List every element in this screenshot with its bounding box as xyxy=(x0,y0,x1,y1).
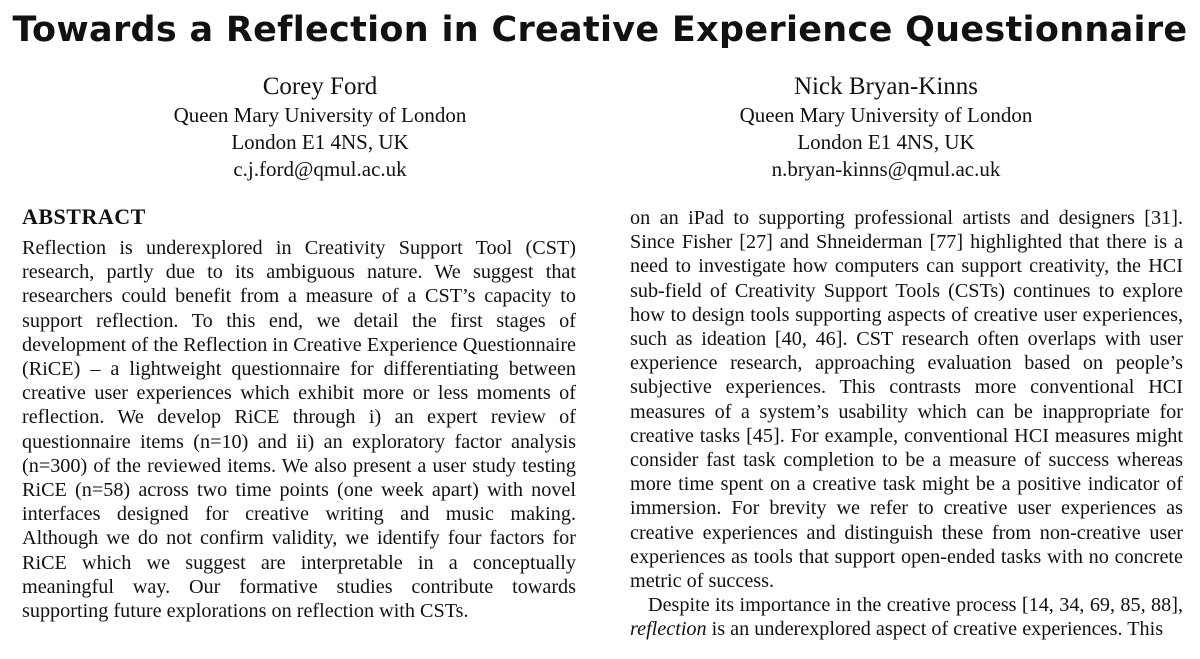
right-column xyxy=(630,206,1183,642)
author-name: Nick Bryan-Kinns xyxy=(794,73,978,100)
author-address: London E1 4NS, UK xyxy=(797,130,975,154)
author-2 xyxy=(676,72,1096,183)
author-1 xyxy=(110,72,530,183)
body-paragraph: on an iPad to supporting professional artists and designers [31]. Since Fisher [27] and Shneiderman [77] highlighted that there is a need to investigate how computers can support creativity, the HCI sub-field of Creativity Support Tools (CSTs) continues to explore how to design tools supporting aspects of creative user experiences, such as ideation [40, 46]. CST research often overlaps with user experience research, approaching evaluation based on people’s subjective experiences. This contrasts more conventional HCI measures of a system’s usability which can be inappropriate for creative tasks [45]. For example, conventional HCI measures might consider fast task completion to be a measure of success whereas more time spent on a creative task might be a positive indicator of immersion. For brevity we refer to creative user experiences as creative experiences and distinguish these from non-creative user experiences as tools that support open-ended tasks with no concrete metric of success. xyxy=(630,207,1183,593)
abstract-text: Reflection is underexplored in Creativity Support Tool (CST) research, partly due to its ambiguous nature. We suggest that researchers could benefit from a measure of a CST’s capacity to support reflection. To this end, we detail the first stages of development of the Reflection in Creative Experience Questionnaire (RiCE) – a lightweight questionnaire for differentiating between creative user experiences which exhibit more or less moments of reflection. We develop RiCE through i) an expert review of questionnaire items (n=10) and ii) an exploratory factor analysis (n=300) of the reviewed items. We also present a user study testing RiCE (n=58) across two time points (one week apart) with novel interfaces designed for creative writing and music making. Although we do not confirm validity, we identify four factors for RiCE which we suggest are interpretable in a conceptually meaningful way. Our formative studies contribute towards supporting future explorations on reflection with CSTs. xyxy=(22,237,576,623)
author-block xyxy=(0,72,1200,192)
paragraph-text: Despite its importance in the creative process [14, 34, 69, 85, 88], xyxy=(648,594,1183,617)
emphasized-term: reflection xyxy=(630,618,707,641)
author-name: Corey Ford xyxy=(262,73,378,100)
paragraph-text: is an underexplored aspect of creative experiences. This xyxy=(711,618,1164,641)
author-address: London E1 4NS, UK xyxy=(231,130,409,154)
left-column xyxy=(22,203,576,623)
author-affiliation: Queen Mary University of London xyxy=(173,103,467,127)
paper-title: Towards a Reflection in Creative Experience Questionnaire xyxy=(12,10,1188,50)
body-paragraph-2 xyxy=(630,593,1183,641)
abstract-heading: ABSTRACT xyxy=(22,204,146,229)
author-email: n.bryan-kinns@qmul.ac.uk xyxy=(771,157,1001,181)
author-email: c.j.ford@qmul.ac.uk xyxy=(233,157,407,181)
author-affiliation: Queen Mary University of London xyxy=(739,103,1033,127)
